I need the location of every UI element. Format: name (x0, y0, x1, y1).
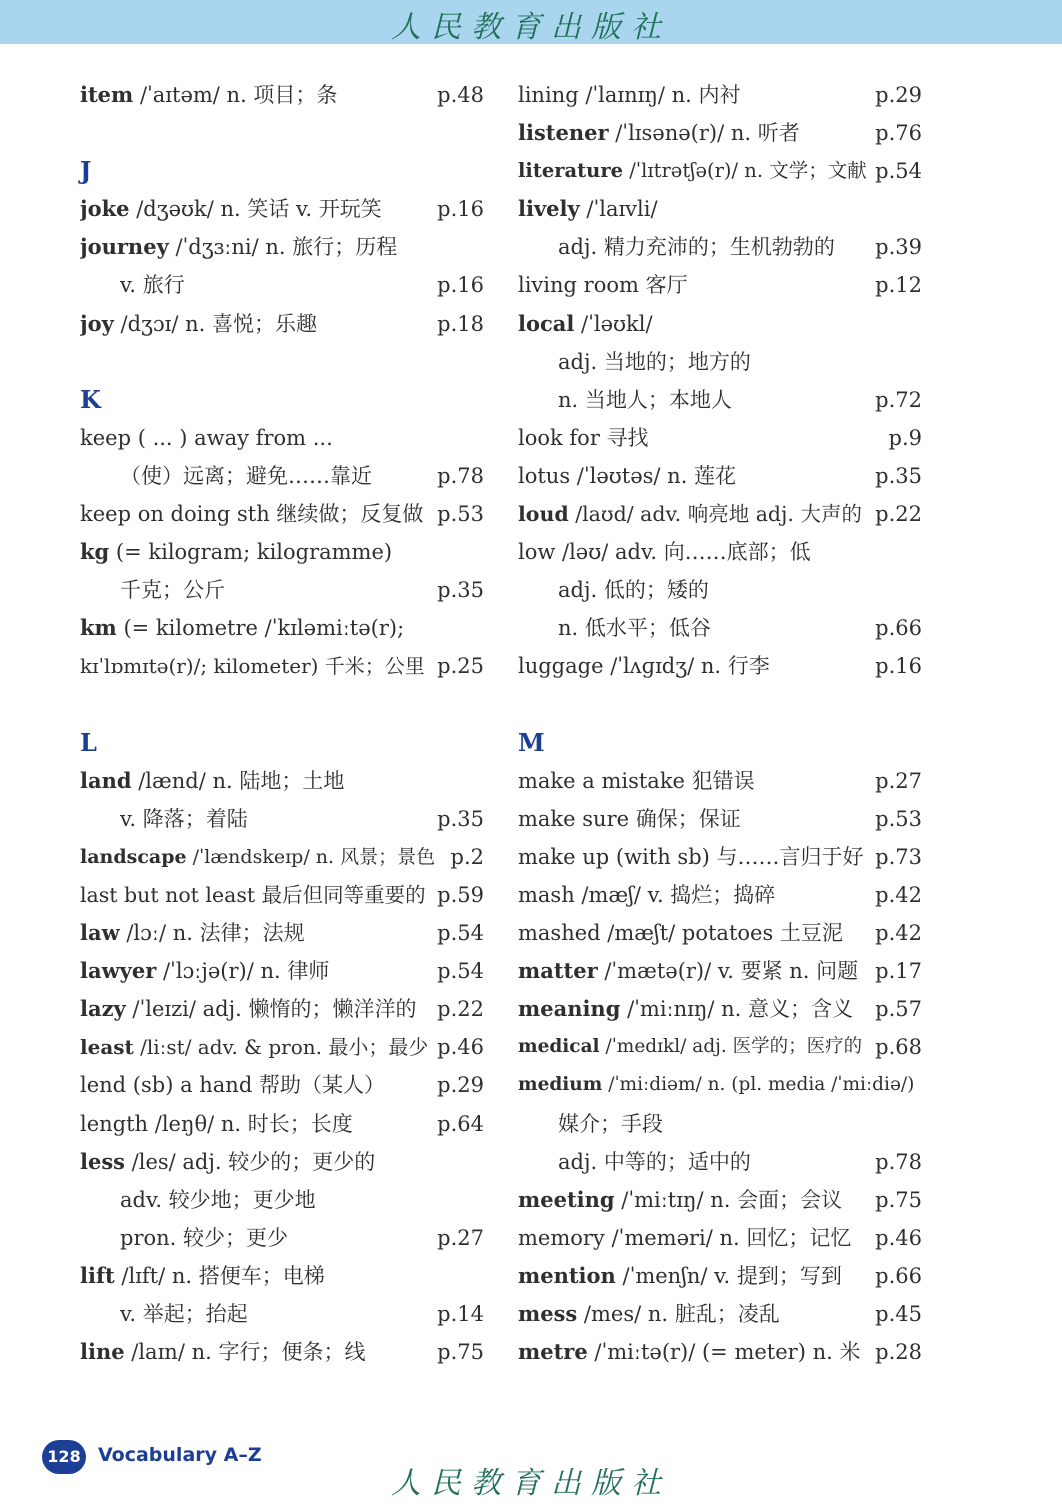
entry-text (518, 1219, 851, 1257)
page-reference: p.35 (437, 806, 484, 831)
vocab-entry (80, 876, 484, 914)
headword: meaning (518, 996, 621, 1022)
entry-continuation (80, 1181, 484, 1219)
headword: law (80, 920, 120, 946)
definition: /ˈlɔːjə(r)/ n. 律师 (156, 959, 330, 984)
headword: joy (80, 310, 114, 336)
vocab-entry (80, 1028, 484, 1066)
page-reference: p.75 (875, 1187, 922, 1212)
page-number-badge: 128 (42, 1440, 86, 1474)
vocab-entry (518, 990, 922, 1028)
definition: (= kilometre /ˈkɪləmiːtə(r); (116, 616, 405, 641)
page-reference: p.16 (437, 273, 484, 298)
definition: length /leŋθ/ n. 时长；长度 (80, 1111, 353, 1136)
page-reference: p.2 (450, 844, 484, 869)
entry-text (558, 609, 711, 647)
vocab-entry (518, 1066, 922, 1104)
definition: /laɪn/ n. 字行；便条；线 (124, 1340, 366, 1365)
page-reference: p.57 (875, 997, 922, 1022)
entry-text (518, 457, 736, 495)
vocab-entry (80, 1105, 484, 1143)
vocab-entry (518, 1333, 922, 1371)
entry-text (518, 1028, 862, 1066)
definition: living room 客厅 (518, 273, 688, 298)
letter-heading-text: J (80, 156, 92, 186)
page-reference: p.54 (437, 959, 484, 984)
entry-text (518, 114, 800, 152)
entry-text (518, 914, 843, 952)
entry-text (518, 190, 658, 228)
headword: local (518, 310, 575, 336)
page-reference: p.35 (875, 463, 922, 488)
headword: km (80, 615, 117, 641)
definition: adj. 当地的；地方的 (558, 349, 751, 374)
letter-heading (80, 381, 484, 419)
entry-continuation (80, 457, 484, 495)
definition: /ˈləʊkl/ (574, 311, 653, 336)
headword: lift (80, 1262, 115, 1288)
page-reference: p.25 (437, 654, 484, 679)
page-reference: p.46 (875, 1225, 922, 1250)
vocab-entry (80, 914, 484, 952)
entry-text (80, 914, 305, 952)
entry-text (558, 228, 835, 266)
vocab-entry (80, 762, 484, 800)
vocab-entry (80, 190, 484, 228)
definition: /lænd/ n. 陆地；土地 (131, 768, 345, 793)
headword: mention (518, 1262, 616, 1288)
entry-text (518, 305, 653, 343)
entry-continuation (80, 571, 484, 609)
entry-text (518, 800, 741, 838)
definition: /mes/ n. 脏乱；凌乱 (577, 1302, 780, 1326)
page-reference: p.72 (875, 387, 922, 412)
page-reference: p.78 (437, 463, 484, 488)
spacer (518, 686, 922, 724)
definition: adv. 较少地；更少地 (120, 1187, 316, 1212)
definition: make sure 确保；保证 (518, 806, 741, 831)
letter-heading-text: M (518, 727, 545, 757)
vocab-entry (518, 1028, 922, 1066)
headword: journey (80, 234, 169, 260)
headword: meeting (518, 1186, 615, 1212)
entry-text (80, 952, 329, 990)
definition: last but not least 最后但同等重要的 (80, 882, 426, 907)
entry-text (80, 1028, 428, 1066)
entry-text (120, 1219, 288, 1257)
spacer (80, 343, 484, 381)
headword: less (80, 1148, 125, 1174)
definition: adj. 低的；矮的 (558, 578, 709, 603)
page-reference: p.66 (875, 616, 922, 641)
definition: n. 当地人；本地人 (558, 387, 732, 412)
definition: /ˈaɪtəm/ n. 项目；条 (133, 83, 338, 107)
vocab-entry (518, 1181, 922, 1219)
entry-text (120, 1181, 316, 1219)
entry-text (80, 190, 382, 228)
definition: lining /ˈlaɪnɪŋ/ n. 内衬 (518, 83, 741, 107)
page-reference: p.54 (875, 159, 922, 184)
spacer (80, 686, 484, 724)
page-reference: p.16 (437, 197, 484, 222)
vocab-entry (518, 266, 922, 304)
page-reference: p.39 (875, 235, 922, 260)
vocab-entry (80, 647, 484, 685)
headword: land (80, 767, 132, 793)
entry-text (80, 1257, 325, 1295)
page-reference: p.29 (875, 83, 922, 107)
vocab-entry (80, 305, 484, 343)
entry-text (80, 990, 416, 1028)
headword: kg (80, 539, 110, 565)
definition: /ˈlændskeɪp/ n. 风景；景色 (186, 845, 436, 868)
page-reference: p.17 (875, 959, 922, 984)
entry-text (80, 609, 404, 647)
vocab-entry (518, 952, 922, 990)
definition: adj. 中等的；适中的 (558, 1149, 751, 1174)
entry-text (518, 76, 741, 114)
entry-text (558, 343, 751, 381)
definition: /ˈmenʃn/ v. 提到；写到 (615, 1263, 842, 1288)
definition: keep ( ... ) away from ... (80, 425, 333, 450)
vocab-entry (80, 1333, 484, 1371)
page-reference: p.48 (437, 83, 484, 107)
definition: /ˈmiːtə(r)/ (= meter) n. 米 (587, 1340, 861, 1365)
page-reference: p.16 (875, 654, 922, 679)
definition: 媒介；手段 (558, 1111, 663, 1136)
entry-text (558, 1143, 751, 1181)
headword: lazy (80, 996, 126, 1022)
entry-text (518, 266, 688, 304)
entry-continuation (80, 266, 484, 304)
definition: v. 降落；着陆 (120, 806, 248, 831)
page-reference: p.64 (437, 1111, 484, 1136)
vocab-entry (518, 647, 922, 685)
vocab-entry (518, 1257, 922, 1295)
headword: medical (518, 1036, 600, 1058)
definition: /ˈleɪzi/ adj. 懒惰的；懒洋洋的 (125, 997, 417, 1022)
entry-continuation (518, 609, 922, 647)
entry-continuation (80, 800, 484, 838)
definition: /ˈmiːtɪŋ/ n. 会面；会议 (614, 1187, 843, 1212)
entry-text (80, 1066, 385, 1104)
entry-continuation (518, 1105, 922, 1143)
page-reference: p.54 (437, 921, 484, 946)
page-reference: p.27 (437, 1225, 484, 1250)
entry-text (80, 762, 344, 800)
page-reference: p.29 (437, 1073, 484, 1098)
entry-text (80, 76, 337, 114)
page-reference: p.73 (875, 844, 922, 869)
vocab-entry (518, 838, 922, 876)
vocab-entry (518, 190, 922, 228)
vocab-entry (80, 1066, 484, 1104)
headword: matter (518, 958, 598, 984)
page-reference: p.53 (875, 806, 922, 831)
entry-text (120, 266, 185, 304)
definition: /ˈlaɪvli/ (579, 197, 658, 222)
entry-continuation (518, 228, 922, 266)
spacer (80, 114, 484, 152)
page-reference: p.59 (437, 882, 484, 907)
entry-text (80, 838, 435, 876)
entry-text (80, 1333, 365, 1371)
entry-continuation (518, 571, 922, 609)
publisher-logo-header: 人民教育出版社 (391, 10, 671, 45)
entry-text (518, 952, 858, 990)
entry-text (518, 1295, 780, 1333)
vocab-entry (80, 228, 484, 266)
page-reference: p.46 (437, 1035, 484, 1060)
entry-text (80, 1105, 353, 1143)
definition: /dʒɔɪ/ n. 喜悦；乐趣 (113, 311, 317, 336)
publisher-logo-footer: 人民教育出版社 (391, 1466, 671, 1501)
definition: v. 举起；抬起 (120, 1302, 248, 1326)
entry-text (518, 1066, 914, 1104)
vocab-entry (518, 76, 922, 114)
page-reference: p.14 (437, 1302, 484, 1326)
entry-text (558, 381, 732, 419)
headword: item (80, 82, 134, 107)
vocab-entry (518, 457, 922, 495)
headword: mess (518, 1301, 578, 1326)
entry-text (120, 800, 248, 838)
letter-heading (518, 724, 922, 762)
entry-text (518, 419, 649, 457)
letter-heading (80, 724, 484, 762)
page-reference: p.18 (437, 311, 484, 336)
vocab-entry (518, 914, 922, 952)
entry-continuation (518, 343, 922, 381)
definition: low /ləʊ/ adv. 向……底部；低 (518, 540, 811, 565)
definition: /les/ adj. 较少的；更少的 (124, 1149, 376, 1174)
definition: mash /mæʃ/ v. 捣烂；捣碎 (518, 882, 776, 907)
entry-text (518, 1333, 860, 1371)
headword: joke (80, 196, 130, 222)
entry-continuation (80, 1219, 484, 1257)
entry-text (518, 990, 853, 1028)
vocab-entry (80, 76, 484, 114)
definition: mashed /mæʃt/ potatoes 土豆泥 (518, 921, 843, 946)
entry-text (518, 876, 775, 914)
vocab-entry (518, 495, 922, 533)
headword: lively (518, 196, 580, 222)
entry-continuation (80, 1295, 484, 1333)
entry-text (80, 228, 397, 266)
page-reference: p.27 (875, 768, 922, 793)
definition: memory /ˈmeməri/ n. 回忆；记忆 (518, 1225, 852, 1250)
page-reference: p.66 (875, 1263, 922, 1288)
definition: kɪˈlɒmɪtə(r)/; kilometer) 千米；公里 (80, 654, 425, 679)
definition: /ˈlɪtrətʃə(r)/ n. 文学；文献 (623, 159, 867, 183)
definition: /laʊd/ adv. 响亮地 adj. 大声的 (568, 502, 862, 527)
page-reference: p.68 (875, 1035, 922, 1060)
vocab-entry (518, 1219, 922, 1257)
entry-continuation (518, 381, 922, 419)
page-reference: p.75 (437, 1340, 484, 1365)
vocab-entry (518, 762, 922, 800)
headword: metre (518, 1339, 588, 1365)
left-column (80, 76, 484, 1371)
entry-text (518, 1257, 842, 1295)
page-reference: p.42 (875, 921, 922, 946)
letter-heading (80, 152, 484, 190)
vocab-entry (80, 990, 484, 1028)
page-reference: p.12 (875, 273, 922, 298)
headword: least (80, 1035, 134, 1060)
vocab-entry (518, 1295, 922, 1333)
entry-text (518, 762, 755, 800)
entry-text (518, 533, 811, 571)
section-title: Vocabulary A–Z (98, 1444, 262, 1466)
entry-text (80, 533, 392, 571)
definition: pron. 较少；更少 (120, 1225, 288, 1250)
definition: keep on doing sth 继续做；反复做 (80, 502, 424, 527)
page-reference: p.45 (875, 1302, 922, 1326)
vocab-entry (80, 838, 484, 876)
definition: /ˈmiːdiəm/ n. (pl. media /ˈmiːdiə/) (602, 1074, 915, 1096)
entry-text (120, 1295, 248, 1333)
definition: /ˈmætə(r)/ v. 要紧 n. 问题 (597, 959, 859, 984)
page-reference: p.42 (875, 882, 922, 907)
definition: n. 低水平；低谷 (558, 616, 711, 641)
definition: /ˈlɪsənə(r)/ n. 听者 (608, 121, 800, 146)
headword: line (80, 1339, 125, 1365)
entry-text (80, 495, 423, 533)
definition: /dʒəʊk/ n. 笑话 v. 开玩笑 (129, 197, 382, 222)
vocab-entry (518, 114, 922, 152)
entry-continuation (518, 1143, 922, 1181)
letter-heading-text: L (80, 727, 97, 757)
entry-text (558, 1105, 663, 1143)
definition: /ˈdʒɜːni/ n. 旅行；历程 (168, 235, 398, 260)
definition: luggage /ˈlʌɡɪdʒ/ n. 行李 (518, 654, 770, 679)
vocab-entry (518, 533, 922, 571)
vocab-entry (80, 1143, 484, 1181)
vocab-entry (80, 419, 484, 457)
page-reference: p.28 (875, 1340, 922, 1365)
headword: literature (518, 159, 624, 183)
entry-text (518, 152, 867, 190)
page-reference: p.9 (888, 425, 922, 450)
vocab-entry (518, 800, 922, 838)
entry-text (518, 1181, 842, 1219)
headword: medium (518, 1074, 603, 1096)
vocab-entry (518, 305, 922, 343)
entry-text (80, 647, 425, 685)
letter-heading-text: K (80, 384, 101, 414)
page-reference: p.53 (437, 502, 484, 527)
page-reference: p.35 (437, 578, 484, 603)
definition: lend (sb) a hand 帮助（某人） (80, 1073, 385, 1098)
vocab-entry (518, 876, 922, 914)
entry-text (80, 1143, 375, 1181)
definition: （使）远离；避免……靠近 (120, 463, 372, 488)
headword: listener (518, 120, 609, 146)
vocab-entry (80, 533, 484, 571)
headword: landscape (80, 845, 187, 868)
headword: loud (518, 502, 569, 527)
entry-text (518, 838, 864, 876)
definition: /ˈmiːnɪŋ/ n. 意义；含义 (620, 997, 854, 1022)
entry-text (80, 876, 426, 914)
definition: make up (with sb) 与……言归于好 (518, 844, 864, 869)
definition: /lɪft/ n. 搭便车；电梯 (114, 1263, 325, 1288)
definition: look for 寻找 (518, 425, 649, 450)
vocab-entry (80, 952, 484, 990)
entry-text (80, 419, 333, 457)
right-column (518, 76, 922, 1371)
vocab-entry (80, 495, 484, 533)
definition: make a mistake 犯错误 (518, 768, 755, 793)
page-reference: p.78 (875, 1149, 922, 1174)
page-reference: p.22 (875, 502, 922, 527)
vocab-entry (80, 609, 484, 647)
definition: /lɔː/ n. 法律；法规 (119, 921, 305, 946)
entry-text (518, 647, 770, 685)
definition: 千克；公斤 (120, 578, 225, 603)
definition: v. 旅行 (120, 273, 185, 298)
vocab-entry (518, 419, 922, 457)
definition: lotus /ˈləʊtəs/ n. 莲花 (518, 463, 737, 488)
entry-text (558, 571, 709, 609)
vocab-entry (518, 152, 922, 190)
entry-text (120, 457, 372, 495)
definition: (= kilogram; kilogramme) (109, 540, 393, 565)
vocab-entry (80, 1257, 484, 1295)
entry-text (120, 571, 225, 609)
definition: adj. 精力充沛的；生机勃勃的 (558, 235, 835, 260)
headword: lawyer (80, 958, 157, 984)
entry-text (518, 495, 862, 533)
page-reference: p.22 (437, 997, 484, 1022)
definition: /liːst/ adv. & pron. 最小；最少 (133, 1035, 429, 1060)
page-reference: p.76 (875, 121, 922, 146)
entry-text (80, 305, 317, 343)
definition: /ˈmedɪkl/ adj. 医学的；医疗的 (599, 1036, 863, 1058)
